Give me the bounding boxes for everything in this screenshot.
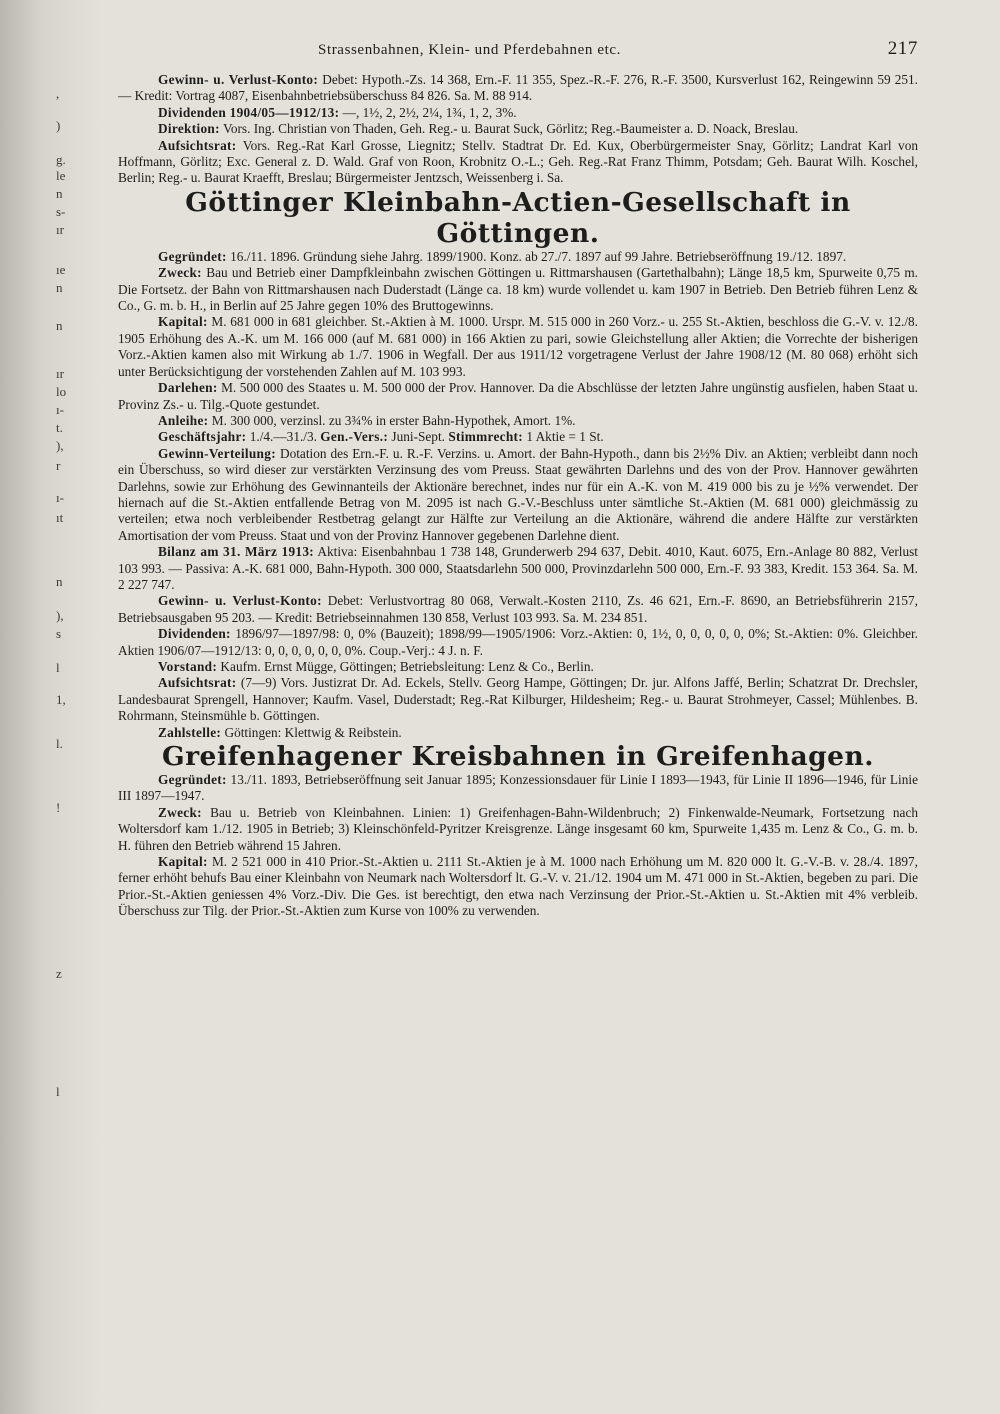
margin-fragment: 1, [56, 692, 66, 707]
margin-fragment: ! [56, 800, 61, 815]
margin-fragment: ır [56, 222, 64, 237]
margin-fragment: n [56, 318, 63, 333]
margin-fragment: n [56, 186, 63, 201]
margin-fragment: ), [56, 438, 64, 453]
entry-label: Zweck: [158, 265, 202, 281]
entry-label: Direktion: [158, 121, 220, 137]
entry-text: Dotation des Ern.-F. u. R.-F. Verzins. u. Amort. der Bahn-Hypoth., dann bis 2½% Div. an Aktien; verbleibt dann noch ein Überschuss, so wird dieser zur verstärkten Verzinsung des vom Preuss. Staat gewährten Darlehns und des von der Prov. Hannover gewährten Darlehns, sowie zur Erhöhung des Gewinnanteils der Aktionäre berechnet, indes nur für ein A.-K. von M. 419 000 bis zu je ½% verwendet. Der hiernach auf die St.-Aktien entfallende Betrag von M. 2095 ist nach G.-V.-Beschluss unter sämtliche St.-Aktien (M. 681 000) gleichmässig zu verteilen; etwa noch verbleibender Restbetrag gelangt zur Hälfte zur Verteilung an die Aktionäre, während die andere Hälfte zur verstärkten Amortisation der vom Preuss. Staat und von der Provinz Hannover gegebenen Darlehne dient. [118, 445, 918, 543]
entry-text: Vors. Ing. Christian von Thaden, Geh. Reg.- u. Baurat Suck, Görlitz; Reg.-Baumeister a. D. Noack, Breslau. [219, 121, 799, 137]
entry-text: 1 Aktie = 1 St. [523, 429, 604, 445]
margin-fragment: ı- [56, 402, 64, 417]
entry-darlehen [118, 380, 918, 413]
entry-text: M. 2 521 000 in 410 Prior.-St.-Aktien u. 2111 St.-Aktien je à M. 1000 nach Erhöhung um M. 820 000 lt. G.-V.-B. v. 28./4. 1897, ferner erhöht behufs Bau einer Kleinbahn von Neumark nach Woltersdorf lt. G.-V. v. 21./12. 1904 um M. 471 000 in St.-Aktien, begeben zu pari. Die Prior.-St.-Aktien geniessen 4% Vorz.-Div. Die Ges. ist berechtigt, den etwa nach Verzinsung der Prior.-St.-Aktien u. St.-Aktien mit 4% verbleib. Überschuss zur Tilg. der Prior.-St.-Aktien zum Kurse von 100% zu verwenden. [118, 854, 918, 919]
margin-fragment: n [56, 574, 63, 589]
entry-bilanz [118, 544, 918, 593]
entry-label: Darlehen: [158, 380, 218, 396]
margin-fragment: r [56, 458, 61, 473]
margin-fragment: z [56, 966, 62, 981]
entry-label: Gewinn-Verteilung: [158, 445, 276, 461]
previous-company-section [118, 72, 918, 187]
company-title-goettingen: Göttinger Kleinbahn-Actien-Gesellschaft in Göttingen. [185, 186, 851, 249]
entry-text: M. 681 000 in 681 gleichber. St.-Aktien à M. 1000. Urspr. M. 515 000 in 260 Vorz.- u. 255 St.-Aktien, beschloss die G.-V. v. 12./8. 1905 Erhöhung des A.-K. um M. 166 000 (auf M. 681 000) in 166 Aktien zu pari, sowie Gleichstellung aller Aktien; die Vorrechte der bisherigen Vorz.-Aktien kamen also mit Wirkung ab 1./7. 1906 in Wegfall. Der aus 1911/12 vorgetragene Verlust der Jahre 1908/12 (M. 80 068) erhöht sich unter Berücksichtigung der vorstehenden Zahlen auf M. 103 993. [118, 314, 918, 379]
margin-fragment: n [56, 280, 63, 295]
margin-fragment: ı- [56, 490, 64, 505]
entry-label: Dividenden 1904/05—1912/13: [158, 104, 340, 120]
entry-label: Vorstand: [158, 659, 218, 674]
margin-fragment: l [56, 660, 60, 675]
margin-fragment: l [56, 1084, 60, 1099]
margin-fragment: t. [56, 420, 63, 435]
margin-fragment: l. [56, 736, 63, 751]
entry-gegruendet [118, 772, 918, 805]
entry-dividenden [118, 105, 918, 121]
entry-gewinn-verteilung [118, 446, 918, 544]
entry-text: —, 1½, 2, 2½, 2¼, 1¾, 1, 2, 3%. [339, 104, 517, 120]
page-header [118, 38, 918, 70]
entry-geschaeftsjahr [118, 429, 918, 445]
company-section-goettingen [118, 249, 918, 741]
margin-fragment: ), [56, 608, 64, 623]
entry-text: Bau u. Betrieb von Kleinbahnen. Linien: 1) Greifenhagen-Bahn-Wildenbruch; 2) Finkenwalde-Neumark, Fortsetzung nach Woltersdorf kam 1./12. 1905 in Betrieb; 3) Kleinschönfeld-Pyritzer Kreisgrenze. Länge insgesamt 60 km, Spurweite 1,435 m. Lenz & Co., G. m. b. H. führen den Betrieb während 15 Jahren. [118, 804, 918, 853]
margin-fragment: ıt [56, 510, 64, 525]
running-title: Strassenbahnen, Klein- und Pferdebahnen etc. [318, 42, 621, 58]
page-number: 217 [887, 38, 918, 59]
entry-label: Gewinn- u. Verlust-Konto: [158, 593, 322, 609]
document-page [118, 38, 918, 920]
margin-fragment: ır [56, 366, 64, 381]
entry-kapital [118, 314, 918, 380]
entry-text: 16./11. 1896. Gründung siehe Jahrg. 1899/1900. Konz. ab 27./7. 1897 auf 99 Jahre. Betriebseröffnung 19./12. 1897. [226, 248, 847, 264]
entry-zweck [118, 805, 918, 854]
margin-fragment: le [56, 168, 66, 183]
entry-text: Göttingen: Klettwig & Reibstein. [221, 724, 402, 740]
margin-fragment: lo [56, 384, 67, 399]
entry-label: Gewinn- u. Verlust-Konto: [158, 72, 319, 87]
entry-gewinn-verlust [118, 593, 918, 626]
entry-text: 1896/97—1897/98: 0, 0% (Bauzeit); 1898/99—1905/1906: Vorz.-Aktien: 0, 1½, 0, 0, 0, 0, 0, 0%; St.-Aktien: 0%. Gleichber. Aktien 1906/07—1912/13: 0, 0, 0, 0, 0, 0, 0%. Coup.-Verj.: 4 J. n. F. [118, 626, 918, 658]
entry-aufsichtsrat [118, 138, 918, 187]
entry-text: Kaufm. Ernst Mügge, Göttingen; Betriebsleitung: Lenz & Co., Berlin. [217, 659, 594, 674]
entry-anleihe [118, 413, 918, 429]
entry-label: Anleihe: [158, 412, 209, 428]
margin-fragment: g. [56, 152, 66, 167]
entry-label: Stimmrecht: [448, 429, 523, 445]
entry-label: Dividenden: [158, 626, 231, 642]
entry-vorstand [118, 659, 918, 675]
entry-gewinn-verlust [118, 72, 918, 105]
entry-text: M. 300 000, verzinsl. zu 3¾% in erster Bahn-Hypothek, Amort. 1%. [208, 412, 576, 428]
entry-label: Gegründet: [158, 248, 227, 264]
entry-label: Gegründet: [158, 772, 227, 788]
entry-text: (7—9) Vors. Justizrat Dr. Ad. Eckels, Stellv. Georg Hampe, Göttingen; Dr. jur. Alfons Jaffé, Berlin; Schatzrat Dr. Drechsler, Landesbaurat Sprengell, Hannover; Kaufm. Vasel, Duderstadt; Reg.-Rat Kilburger, Hildesheim; Reg.- u. Baurat Strohmeyer, Cassel; Mühlenbes. B. Rohrmann, Steinsmühle b. Göttingen. [118, 675, 918, 724]
entry-aufsichtsrat [118, 675, 918, 724]
entry-dividenden [118, 626, 918, 659]
entry-text: Aktiva: Eisenbahnbau 1 738 148, Grunderwerb 294 637, Debit. 4010, Kaut. 6075, Ern.-Anlage 80 882, Verlust 103 993. — Passiva: A.-K. 681 000, Bahn-Hypoth. 300 000, Staatsdarlehn 500 000, Provinzdarlehn 500 000, Ern.-F. 93 383, Kredit. 153 364. Sa. M. 2 227 747. [118, 544, 919, 592]
entry-kapital [118, 854, 918, 920]
entry-text: Debet: Verlustvortrag 80 068, Verwalt.-Kosten 2110, Zs. 46 621, Ern.-F. 8690, an Betriebsführerin 2157, Betriebsausgaben 95 203. — Kredit: Betriebseinnahmen 130 858, Verlust 103 993. Sa. M. 234 851. [118, 593, 918, 625]
entry-label: Kapital: [158, 314, 208, 330]
entry-direktion [118, 121, 918, 137]
entry-label: Gen.-Vers.: [320, 429, 389, 445]
margin-fragment: s [56, 626, 62, 641]
entry-label: Aufsichtsrat: [158, 675, 237, 691]
entry-label: Geschäftsjahr: [158, 429, 247, 445]
margin-fragment: ıe [56, 262, 66, 277]
entry-label: Aufsichtsrat: [158, 137, 237, 153]
entry-text: Juni-Sept. [388, 429, 449, 445]
entry-text: M. 500 000 des Staates u. M. 500 000 der Prov. Hannover. Da die Abschlüsse der letzten Jahre ungünstig ausfielen, haben Staat u. Provinz Zs.- u. Tilg.-Quote gestundet. [118, 380, 918, 412]
entry-zahlstelle [118, 725, 918, 741]
entry-text: Vors. Reg.-Rat Karl Grosse, Liegnitz; Stellv. Stadtrat Dr. Ed. Kux, Oberbürgermeister Snay, Görlitz; Landrat Karl von Hoffmann, Görlitz; Exc. General z. D. Wald. Graf von Roon, Krobnitz O.-L.; Geh. Reg.-Rat Franz Thimm, Potsdam; Geh. Baurat Wilh. Koschel, Berlin; Reg.- u. Baurat Kraefft, Breslau; Bürgermeister Jentzsch, Weissenberg i. Sa. [118, 137, 918, 186]
entry-text: 13./11. 1893, Betriebseröffnung seit Januar 1895; Konzessionsdauer für Linie I 1893—1943, für Linie II 1896—1946, für Linie III 1897—1947. [118, 772, 918, 804]
company-title-greifenhagen: Greifenhagener Kreisbahnen in Greifenhagen. [161, 741, 875, 773]
entry-text: Debet: Hypoth.-Zs. 14 368, Ern.-F. 11 355, Spez.-R.-F. 276, R.-F. 3500, Kursverlust 162, Reingewinn 59 251. — Kredit: Vortrag 4087, Eisenbahnbetriebsüberschuss 84 826. Sa. M. 88 914. [118, 72, 918, 104]
company-section-greifenhagen [118, 772, 918, 920]
margin-fragment: ) [56, 118, 61, 133]
entry-text: 1./4.—31./3. [246, 429, 321, 445]
entry-label: Bilanz am 31. März 1913: [158, 544, 315, 560]
binding-gutter [0, 0, 100, 1414]
entry-label: Zahlstelle: [158, 724, 222, 740]
entry-gegruendet [118, 249, 918, 265]
margin-fragment: s- [56, 204, 66, 219]
entry-zweck [118, 265, 918, 314]
entry-label: Kapital: [158, 854, 208, 870]
margin-fragment: , [56, 86, 60, 101]
entry-label: Zweck: [158, 804, 202, 820]
entry-text: Bau und Betrieb einer Dampfkleinbahn zwischen Göttingen u. Rittmarshausen (Gartethalbahn); Länge 18,5 km, Spurweite 0,75 m. Die Fortsetz. der Bahn von Rittmarshausen nach Duderstadt (Länge ca. 18 km) wurde vollendet u. kam 1907 in Betrieb. Den Betrieb führen Lenz & Co., G. m. b. H., in Berlin auf 25 Jahre gegen 10% des Bruttogewinns. [118, 265, 918, 314]
